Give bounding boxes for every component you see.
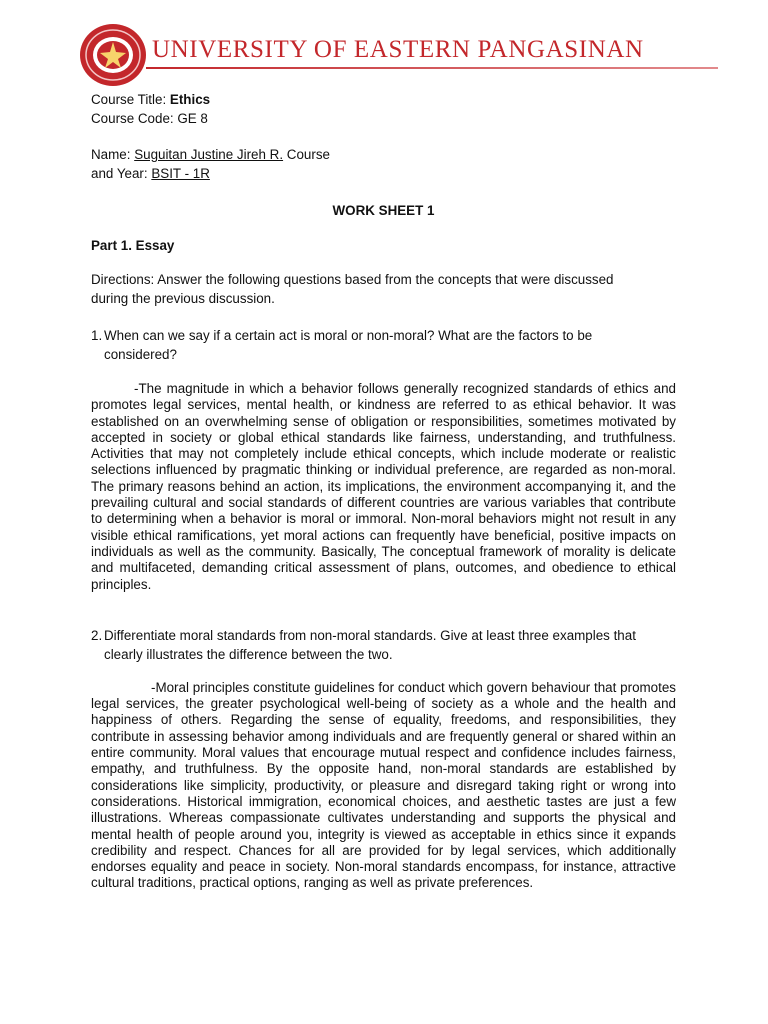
question-text-line-2: considered? [104, 347, 177, 362]
directions [91, 270, 676, 308]
course-code-label: Course Code: [91, 111, 174, 126]
header-divider [146, 67, 718, 69]
year-label: and Year: [91, 166, 148, 181]
course-title-label: Course Title: [91, 92, 167, 107]
course-title-line [91, 90, 676, 109]
question-text-line-1: When can we say if a certain act is moral or non-moral? What are the factors to be [104, 328, 593, 343]
directions-line-2: during the previous discussion. [91, 291, 275, 306]
worksheet-body [91, 90, 676, 892]
part-title: Part 1. Essay [91, 238, 175, 253]
student-name-line [91, 145, 676, 164]
university-name: UNIVERSITY OF EASTERN PANGASINAN [152, 36, 644, 63]
course-code-line [91, 109, 676, 128]
question-2 [91, 626, 676, 664]
university-seal-icon [78, 22, 148, 88]
course-year-value: BSIT - 1R [151, 166, 210, 181]
answer-1: -The magnitude in which a behavior follows generally recognized standards of ethics and promotes legal services, mental health, or kindness are referred to as ethical behavior. It was established on an overwhelming sense of obligation or responsibilities, sometimes motivated by accepted in society or global ethical standards like fairness, understanding, and truthfulness. Activities that may not completely include ethical concepts, which include moderate or realistic selections influenced by pragmatic thinking or individual preference, are regarded as non-moral. The primary reasons behind an action, its implications, the environment accompanying it, and the prevailing cultural and social standards of different countries are various variables that contribute to determining when a behavior is moral or immoral. Non-moral behaviors might not result in any visible ethical ramifications, yet moral actions can frequently have beneficial, positive impacts on individuals as well as the community. Basically, The conceptual framework of morality is delicate and multifaceted, demanding critical assessment of plans, outcomes, and obedience to ethical principles. [91, 381, 676, 592]
question-number: 1. [91, 328, 103, 343]
course-year-line [91, 164, 676, 183]
directions-line-1: Directions: Answer the following questions based from the concepts that were discussed [91, 272, 614, 287]
question-text-line-2: clearly illustrates the difference between the two. [104, 646, 393, 662]
name-label: Name: [91, 147, 131, 162]
question-1 [91, 326, 676, 364]
course-title-value: Ethics [169, 92, 211, 107]
question-number: 2. [91, 627, 103, 643]
course-code-value: GE 8 [177, 111, 208, 126]
student-name: Suguitan Justine Jireh R. [134, 147, 284, 162]
letterhead [0, 18, 768, 82]
worksheet-title: WORK SHEET 1 [332, 203, 435, 218]
answer-2: -Moral principles constitute guidelines for conduct which govern behaviour that promotes legal services, the greater psychological well-being of society as a whole and the health and happiness of others. Regarding the sense of equality, freedoms, and responsibilities, they contribute in assessing behavior among individuals and are frequently general or shared within an entire community. Moral values that encourage mutual respect and confidence includes fairness, empathy, and truthfulness. By the opposite hand, non-moral standards are established by considerations like simplicity, productivity, or pleasure and disregard taking right or wrong into considerations. Historical immigration, economical choices, and aesthetic tastes are just a few illustrations. Whereas compassionate cultivates understanding and supports the physical and mental health of people around you, integrity is viewed as acceptable in ethics since it expands credibility and respect. Chances for all are provided for by legal services, which additionally endorses equality and peace in society. Non-moral standards encompass, for instance, attractive cultural traditions, practical options, ranging as well as private preferences. [91, 679, 676, 891]
course-word: Course [286, 147, 330, 162]
question-text-line-1: Differentiate moral standards from non-moral standards. Give at least three examples that [104, 627, 636, 643]
